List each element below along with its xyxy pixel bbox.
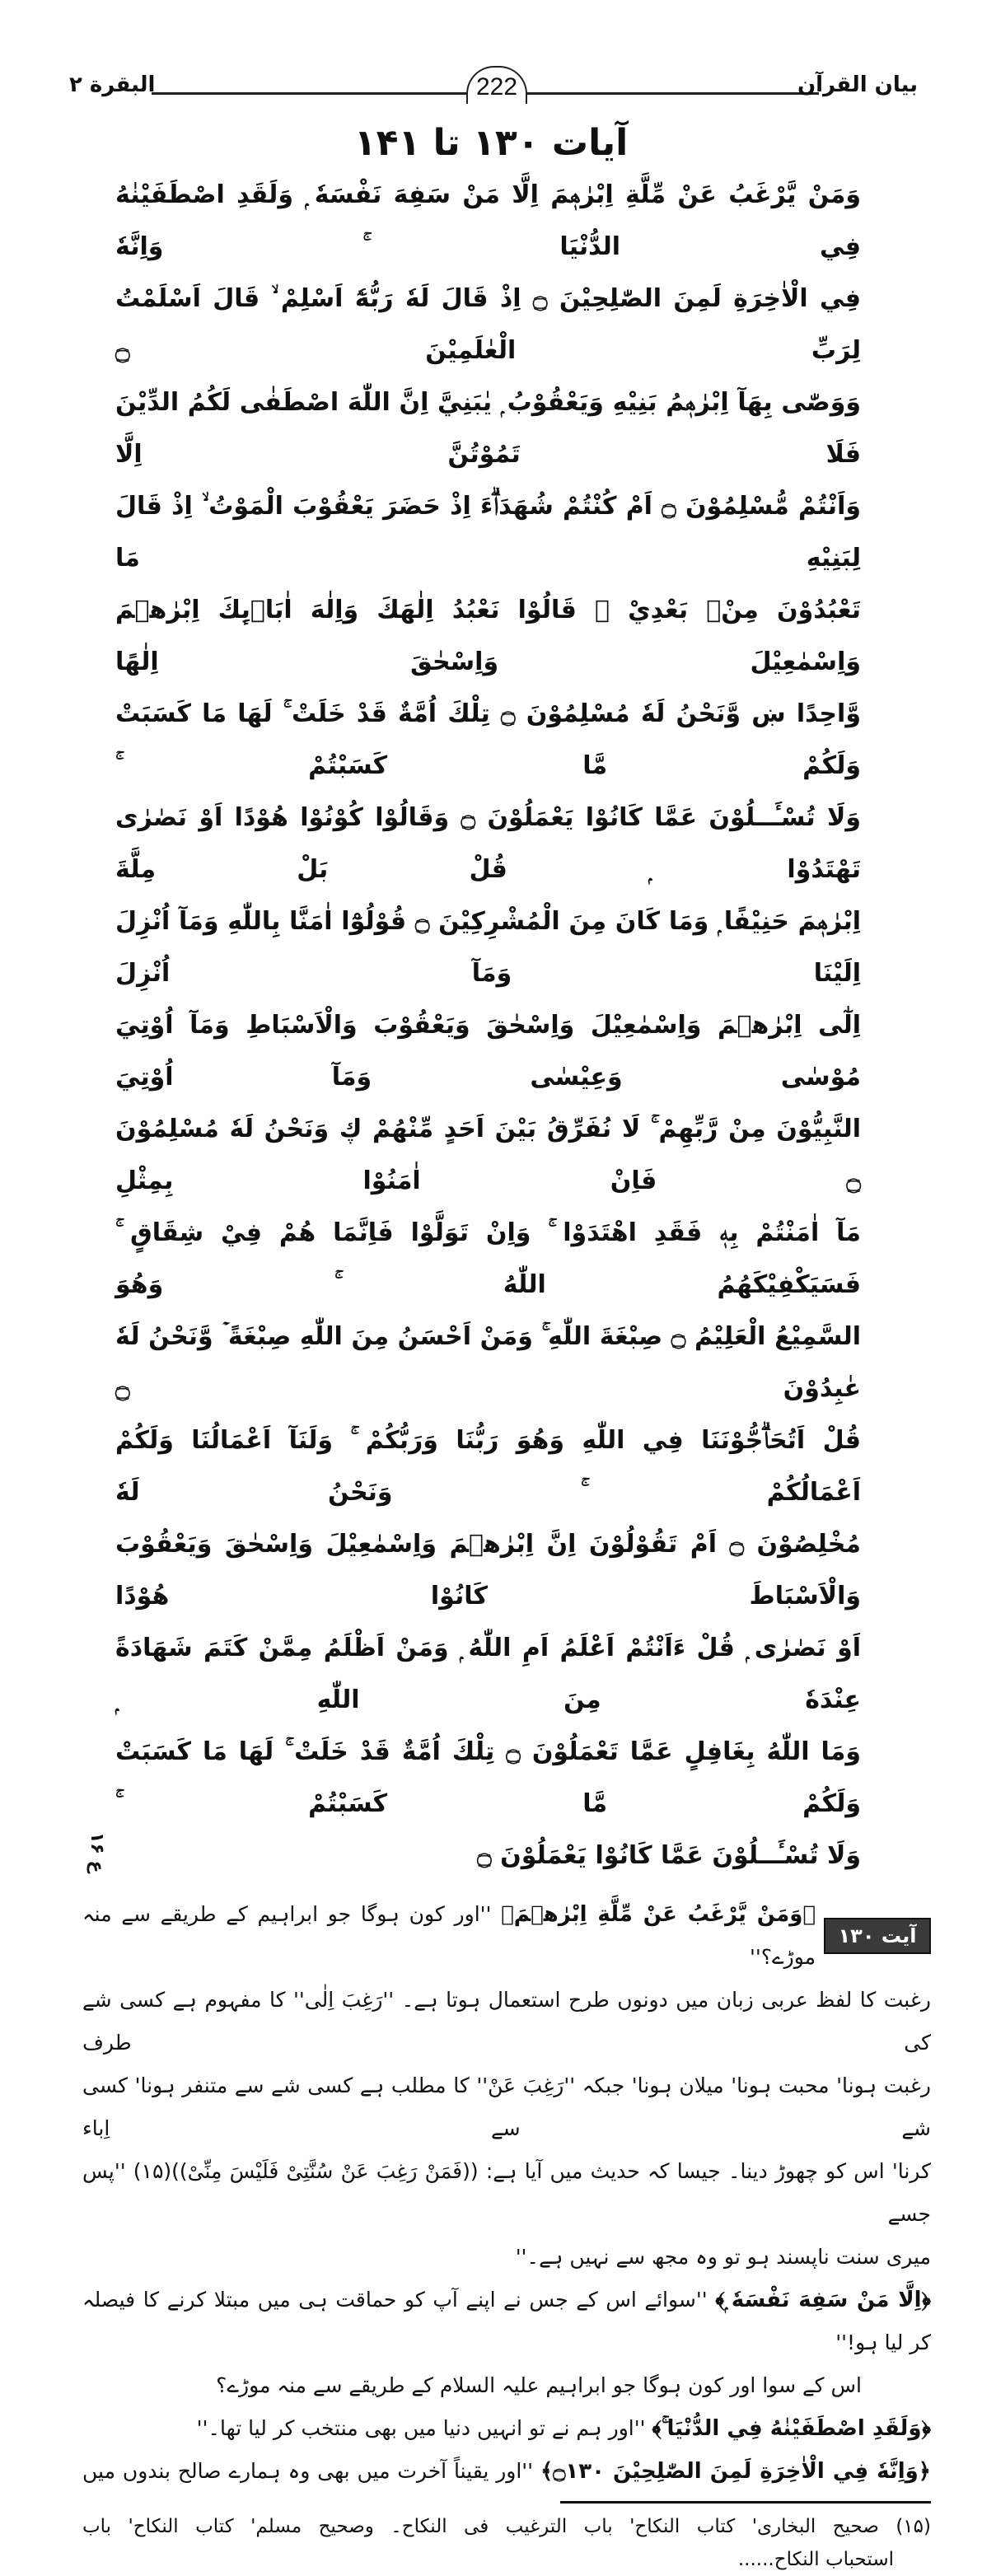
translation: ''اور ہم نے تو انہیں دنیا میں بھی منتخب کر لیا تھا۔'' (196, 2416, 646, 2440)
quran-line: اِبْرٰهٖمَ حَنِيْفًا ۭ وَمَا كَانَ مِنَ الْمُشْرِكِيْنَ ۝ قُوْلُوْٓا اٰمَنَّا بِاللّٰهِ وَمَآ اُنْزِلَ اِلَيْنَا وَمَآ اُنْزِلَ (115, 907, 861, 988)
commentary-block (82, 1893, 931, 2493)
quran-quote: ﴿وَمَنْ يَّرْغَبُ عَنْ مِّلَّةِ اِبْرٰهٖمَ﴾ (501, 1902, 816, 1927)
quran-line: اَوْ نَصٰرٰى ۭ قُلْ ءَاَنْتُمْ اَعْلَمُ اَمِ اللّٰهُ ۭ وَمَنْ اَظْلَمُ مِمَّنْ كَتَمَ شَهَادَةً عِنْدَهٗ مِنَ اللّٰهِ ۭ (115, 1634, 861, 1714)
translation: ''سوائے اس کے جس نے اپنے آپ کو حماقت ہی میں مبتلا کرنے کا فیصلہ کر لیا ہو!'' (82, 2288, 931, 2354)
quran-section (82, 169, 931, 1882)
quran-line: السَّمِيْعُ الْعَلِيْمُ ۝ صِبْغَةَ اللّٰهِ ۚ وَمَنْ اَحْسَنُ مِنَ اللّٰهِ صِبْغَةً ۡ وَّنَحْنُ لَهٗ عٰبِدُوْنَ ۝ (115, 1322, 861, 1403)
quran-line: وَاَنْتُمْ مُّسْلِمُوْنَ ۝ اَمْ كُنْتُمْ شُهَدَاۗءَ اِذْ حَضَرَ يَعْقُوْبَ الْمَوْتُ ۙ اِذْ قَالَ لِبَنِيْهِ مَا (115, 492, 861, 573)
quran-quote: ﴿اِلَّا مَنْ سَفِهَ نَفْسَهٗ ۭ﴾ (715, 2288, 931, 2312)
commentary-quote-line (82, 2407, 931, 2450)
quran-line: تَعْبُدُوْنَ مِنْۢ بَعْدِيْ ۭ قَالُوْا نَعْبُدُ اِلٰهَكَ وَاِلٰهَ اٰبَاۗىِٕكَ اِبْرٰهٖمَ وَاِسْمٰعِيْلَ وَاِسْحٰقَ اِلٰهًا (115, 596, 861, 676)
quran-line: النَّبِيُّوْنَ مِنْ رَّبِّهِمْ ۚ لَا نُفَرِّقُ بَيْنَ اَحَدٍ مِّنْهُمْ ڮ وَنَحْنُ لَهٗ مُسْلِمُوْنَ ۝ فَاِنْ اٰمَنُوْا بِمِثْلِ (115, 1115, 861, 1195)
quran-line: وَمَا اللّٰهُ بِغَافِلٍ عَمَّا تَعْمَلُوْنَ ۝ تِلْكَ اُمَّةٌ قَدْ خَلَتْ ۚ لَهَا مَا كَسَبَتْ وَلَكُمْ مَّا كَسَبْتُمْ ۚ (115, 1737, 861, 1818)
commentary-heading-line (82, 1893, 816, 1979)
quran-line: وَوَصّٰى بِهَآ اِبْرٰهٖمُ بَنِيْهِ وَيَعْقُوْبُ ۭ يٰبَنِيَّ اِنَّ اللّٰهَ اصْطَفٰى لَكُمُ الدِّيْنَ فَلَا تَمُوْتُنَّ اِلَّا (115, 388, 861, 469)
section-title: آیات ۱۳۰ تا ۱۴۱ (353, 122, 629, 164)
quran-line: فِي الْاٰخِرَةِ لَمِنَ الصّٰلِحِيْنَ ۝ اِذْ قَالَ لَهٗ رَبُّهٗٓ اَسْلِمْ ۙ قَالَ اَسْلَمْتُ لِرَبِّ الْعٰلَمِيْنَ ۝ (115, 284, 862, 365)
book-title: بیان القرآن (797, 72, 918, 97)
commentary-quote-line (82, 2450, 931, 2493)
quran-line: اِلٰٓى اِبْرٰهٖمَ وَاِسْمٰعِيْلَ وَاِسْحٰقَ وَيَعْقُوْبَ وَالْاَسْبَاطِ وَمَآ اُوْتِيَ مُوْسٰى وَعِيْسٰى وَمَآ اُوْتِيَ (115, 1011, 861, 1092)
quran-line: وَلَا تُسْـَٔــلُوْنَ عَمَّا كَانُوْا يَعْمَلُوْنَ ۝ وَقَالُوْا كُوْنُوْا هُوْدًا اَوْ نَصٰرٰى تَهْتَدُوْا ۭ قُلْ بَلْ مِلَّةَ (115, 803, 861, 884)
commentary-line: اس کے سوا اور کون ہوگا جو ابراہیم علیہ السلام کے طریقے سے منہ موڑے؟ (216, 2373, 862, 2397)
quran-quote: ﴿وَاِنَّهٗ فِي الْاٰخِرَةِ لَمِنَ الصّٰلِحِيْنَ ۝۱۳۰﴾ (540, 2459, 931, 2484)
footnote-rule (560, 2501, 931, 2504)
footnote-line: استحباب النکاح...... (737, 2549, 894, 2570)
ruku-marker: ع ۱۶ (87, 1832, 107, 1873)
quran-line: وَلَا تُسْـَٔــلُوْنَ عَمَّا كَانُوْا يَعْمَلُوْنَ ۝ (477, 1841, 861, 1870)
commentary-line: میری سنت ناپسند ہو تو وہ مجھ سے نہیں ہے۔'' (515, 2245, 931, 2269)
quran-line: مَآ اٰمَنْتُمْ بِهٖ فَقَدِ اهْتَدَوْا ۚ وَاِنْ تَوَلَّوْا فَاِنَّمَا هُمْ فِيْ شِقَاقٍ ۚ فَسَيَكْفِيْكَهُمُ اللّٰهُ ۚ وَهُوَ (115, 1218, 861, 1299)
translation: ''اور کون ہوگا جو ابراہیم کے طریقے سے منہ موڑے؟'' (82, 1902, 816, 1969)
quran-line: وَّاحِدًا ښ وَّنَحْنُ لَهٗ مُسْلِمُوْنَ ۝ تِلْكَ اُمَّةٌ قَدْ خَلَتْ ۚ لَهَا مَا كَسَبَتْ وَلَكُمْ مَّا كَسَبْتُمْ ۚ (115, 699, 861, 780)
running-header (69, 72, 918, 105)
translation: ''اور یقیناً آخرت میں بھی وہ ہمارے صالح بندوں میں (82, 2459, 534, 2483)
commentary-heading-row (82, 1893, 931, 1979)
commentary-line: رغبت ہونا' محبت ہونا' میلان ہونا' جبکہ ''رَغِبَ عَنْ'' کا مطلب ہے کسی شے سے متنفر ہونا' کسی شے سے اِباء (82, 2073, 931, 2140)
quran-line: مُخْلِصُوْنَ ۝ اَمْ تَقُوْلُوْنَ اِنَّ اِبْرٰهٖمَ وَاِسْمٰعِيْلَ وَاِسْحٰقَ وَيَعْقُوْبَ وَالْاَسْبَاطَ كَانُوْا هُوْدًا (115, 1530, 861, 1611)
page-number: 222 (466, 66, 527, 104)
quran-line: وَمَنْ يَّرْغَبُ عَنْ مِّلَّةِ اِبْرٰهٖمَ اِلَّا مَنْ سَفِهَ نَفْسَهٗ ۭ وَلَقَدِ اصْطَفَيْنٰهُ فِي الدُّنْيَا ۚ وَاِنَّهٗ (115, 180, 861, 261)
ayah-label-box: آیت ۱۳۰ (824, 1918, 931, 1954)
quran-line: قُلْ اَتُحَاۗجُّوْنَنَا فِي اللّٰهِ وَهُوَ رَبُّنَا وَرَبُّكُمْ ۚ وَلَنَآ اَعْمَالُنَا وَلَكُمْ اَعْمَالُكُمْ ۚ وَنَحْنُ لَهٗ (115, 1426, 861, 1507)
page-body (82, 169, 931, 2576)
footnote-line: (۱۵) صحیح البخاری' کتاب النکاح' باب الترغیب فی النکاح۔ وصحیح مسلم' کتاب النکاح' باب (82, 2516, 931, 2537)
quran-quote: ﴿وَلَقَدِ اصْطَفَيْنٰهُ فِي الدُّنْيَا ۚ﴾ (652, 2416, 931, 2441)
surah-name: البقرة ۲ (69, 72, 156, 97)
commentary-line: رغبت کا لفظ عربی زبان میں دونوں طرح استعمال ہوتا ہے۔ ''رَغِبَ اِلٰی'' کا مفہوم ہے کسی شے کی طرف (82, 1988, 931, 2055)
commentary-quote-line (82, 2279, 931, 2364)
quran-text-block (115, 169, 861, 1882)
commentary-line: کرنا' اس کو چھوڑ دینا۔ جیسا کہ حدیث میں آیا ہے: ((فَمَنْ رَغِبَ عَنْ سُنَّتِیْ فَلَیْسَ مِنِّیْ))(۱۵) ''پس جسے (82, 2159, 931, 2226)
